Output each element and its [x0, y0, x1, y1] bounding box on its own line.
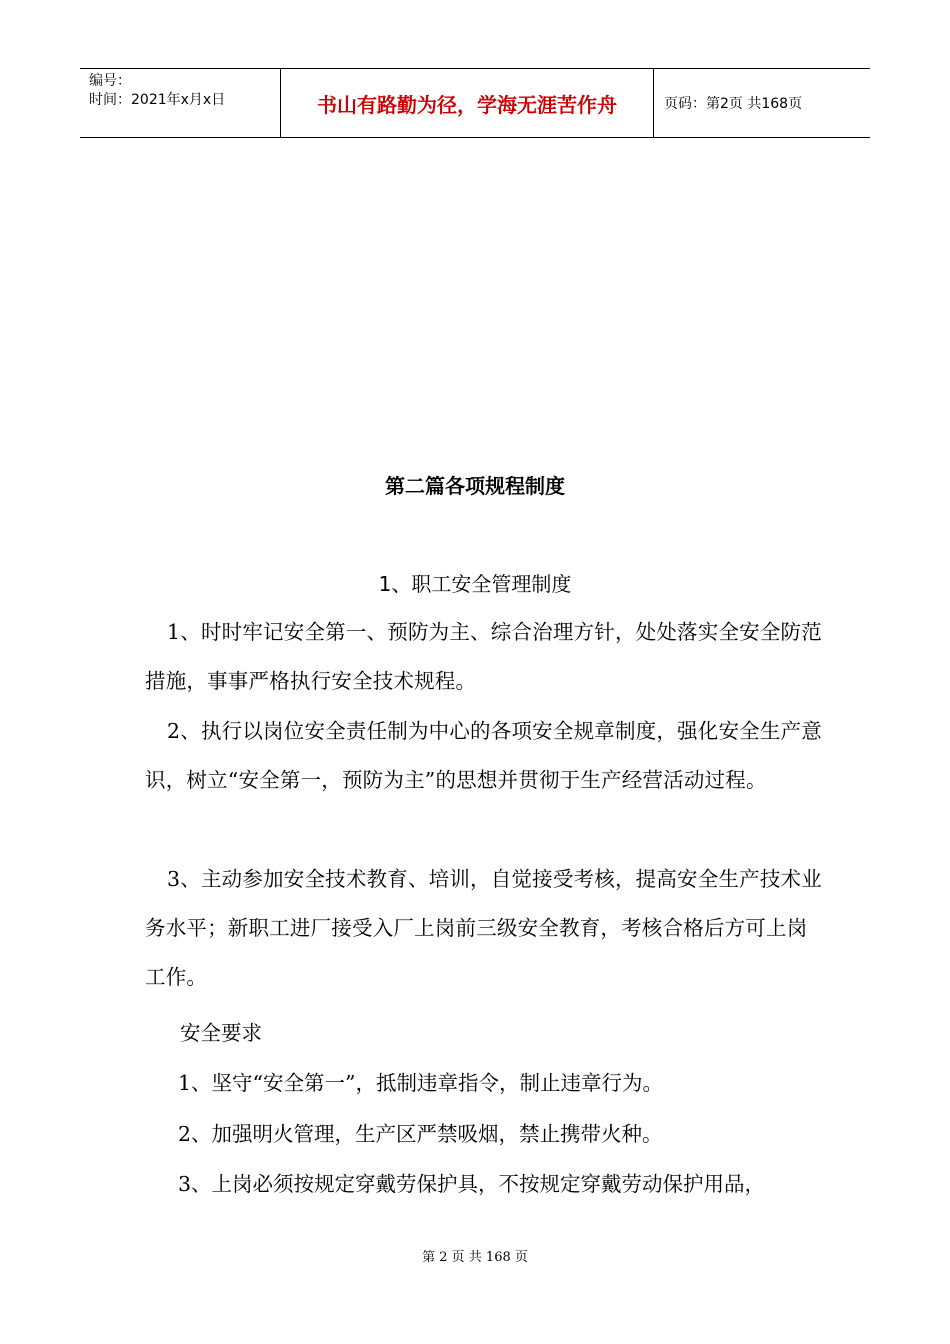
header-time: 时间：2021年x月x日 — [89, 92, 226, 108]
paragraph-1: 1、时时牢记安全第一、预防为主、综合治理方针，处处落实全安全防范措施，事事严格执行安全技术规程。 — [145, 620, 822, 693]
header-number: 编号： — [89, 73, 131, 89]
paragraph-3: 3、主动参加安全技术教育、培训，自觉接受考核，提高安全生产技术业务水平；新职工进厂接受入厂上岗前三级安全教育，考核合格后方可上岗工作。 — [145, 867, 822, 989]
section-title: 1、职工安全管理制度 — [378, 572, 572, 596]
header-motto: 书山有路勤为径，学海无涯苦作舟 — [281, 69, 654, 137]
document-title: 第二篇各项规程制度 — [385, 474, 565, 498]
paragraph-2: 2、执行以岗位安全责任制为中心的各项安全规章制度，强化安全生产意识，树立“安全第一，预防为主”的思想并贯彻于生产经营活动过程。 — [145, 719, 822, 792]
page-header — [80, 68, 870, 138]
requirement-2: 2、加强明火管理，生产区严禁吸烟，禁止携带火种。 — [178, 1122, 663, 1146]
page-footer: 第 2 页 共 168 页 — [422, 1250, 528, 1265]
requirements-heading: 安全要求 — [180, 1021, 262, 1045]
requirement-3: 3、上岗必须按规定穿戴劳保护具，不按规定穿戴劳动保护用品， — [178, 1172, 766, 1196]
header-meta — [80, 69, 281, 137]
header-page-info: 页码：第2页 共168页 — [664, 96, 803, 112]
requirement-1: 1、坚守“安全第一”，抵制违章指令，制止违章行为。 — [178, 1071, 664, 1095]
